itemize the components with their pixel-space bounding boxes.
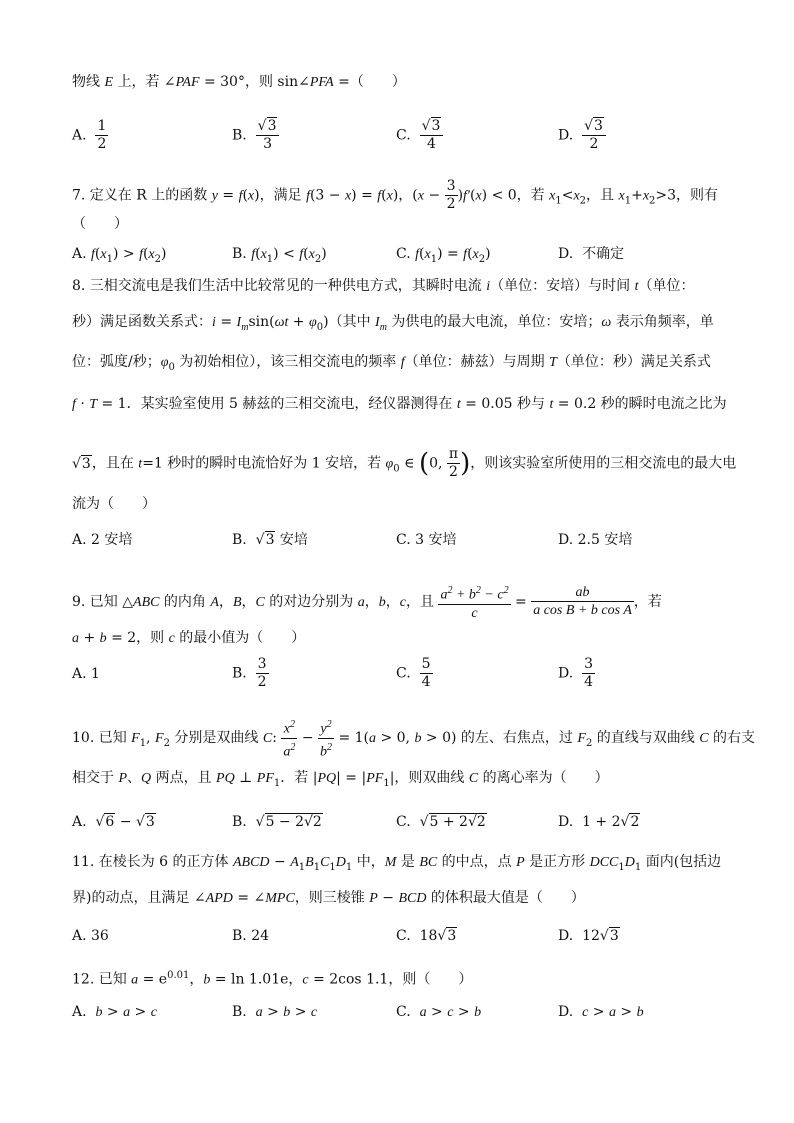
q9-option-c: C. $\frac{5}{4}$ [396, 656, 431, 690]
q12-line1: 12. 已知 $a = e^{0.01}$，b = ln 1.01e，c = 2cos 1.1，则（ ） [72, 970, 473, 988]
q6-stem: 物线 E 上，若 ∠PAF = 30°，则 sin∠PFA =（ ） [72, 74, 406, 90]
q6-option-d: D. $\frac{√3}{2}$ [558, 118, 606, 153]
q8-option-d: D. 2.5 安培 [558, 532, 633, 548]
q7-option-c: C. $f(x_1) = f(x_2)$ [396, 246, 491, 265]
q8-line6: 流为（ ） [72, 496, 156, 512]
q11-option-c: C. 18√3 [396, 928, 457, 944]
q11-line1: 11. 在棱长为 6 的正方体 ABCD − $A_1B_1C_1D_1$ 中，M 是 BC 的中点，点 P 是正方形 $DCC_1D_1$ 面内(包括边 [72, 854, 722, 873]
q8-line3: 位：弧度/秒；$\varphi_0$ 为初始相位），该三相交流电的频率 f（单位：赫兹）与周期 T（单位：秒）满足关系式 [72, 354, 711, 373]
q9-option-a: A. 1 [72, 666, 100, 682]
q7-option-d: D. 不确定 [558, 246, 625, 262]
q11-option-d: D. 12√3 [558, 928, 619, 944]
q12-option-a: A. b > a > c [72, 1004, 157, 1020]
q10-line2: 相交于 P、Q 两点，且 PQ ⊥ $PF_1$．若 $|PQ| = |PF_1|$，则双曲线 C 的离心率为（ ） [72, 770, 609, 789]
q11-option-b: B. 24 [232, 928, 270, 944]
q12-option-b: B. a > b > c [232, 1004, 318, 1020]
q7-stem: 7. 定义在 R 上的函数 y = f(x)，满足 f(3 − x) = f(x)，(x − $\frac{3}{2}$ )f′(x) < 0，若 $x_1<x_2$，且 $x_1+x_2>3$，则有 [72, 178, 719, 212]
q10-option-d: D. 1 + 2√2 [558, 814, 640, 830]
q10-line1: 10. 已知 $F_1$, $F_2$ 分别是双曲线 C: $\frac{x^2}{a^2}$ − $\frac{y^2}{b^2}$ = 1(a > 0, b > 0) 的左、右焦点，过 $F_2$ 的直线与双曲线 C 的右支 [72, 716, 755, 760]
q7-option-b: B. $f(x_1) < f(x_2)$ [232, 246, 327, 265]
q9-line2: a + b = 2，则 c 的最小值为（ ） [72, 630, 306, 646]
q10-option-c: C. √5 + 2√2 [396, 814, 486, 830]
q9-option-d: D. $\frac{3}{4}$ [558, 656, 593, 690]
q12-option-d: D. c > a > b [558, 1004, 644, 1020]
q6-option-c: C. $\frac{√3}{4}$ [396, 118, 443, 153]
q7-stem-paren: （ ） [72, 216, 128, 232]
q8-line1: 8. 三相交流电是我们生活中比较常见的一种供电方式，其瞬时电流 i（单位：安培）与时间 t（单位： [72, 278, 695, 294]
q6-option-a: A. $\frac{1}{2}$ [72, 118, 107, 152]
q8-line5: √3，且在 t=1 秒时的瞬时电流恰好为 1 安培，若 $\varphi_0$ ∈ (0, $\frac{\pi}{2}$ )，则该实验室所使用的三相交流电的最大电 [72, 446, 737, 480]
q10-option-a: A. √6 − √3 [72, 814, 155, 830]
q8-option-b: B. √3 安培 [232, 532, 308, 548]
q8-line4: f · T = 1．某实验室使用 5 赫兹的三相交流电，经仪器测得在 t = 0.05 秒与 t = 0.2 秒的瞬时电流之比为 [72, 396, 727, 412]
q8-option-a: A. 2 安培 [72, 532, 133, 548]
q12-option-c: C. a > c > b [396, 1004, 482, 1020]
q8-option-c: C. 3 安培 [396, 532, 457, 548]
q6-option-b: B. $\frac{√3}{3}$ [232, 118, 279, 153]
q8-line2: 秒）满足函数关系式：$i = I_m\sin(\omega t + \varphi_0)$（其中 $I_m$ 为供电的最大电流，单位：安培；ω 表示角频率，单 [72, 314, 714, 333]
q9-option-b: B. $\frac{3}{2}$ [232, 656, 267, 690]
q9-line1: 9. 已知 △ABC 的内角 A，B，C 的对边分别为 a，b，c，且 $\frac{a^2 + b^2 - c^2}{c}$ = $\frac{ab}{\text{a cos B + b cos A}}$ ，若 [72, 582, 662, 622]
q10-option-b: B. √5 − 2√2 [232, 814, 322, 830]
q11-line2: 界)的动点，且满足 ∠APD = ∠MPC，则三棱锥 P − BCD 的体积最大值是（ ） [72, 890, 585, 906]
q11-option-a: A. 36 [72, 928, 109, 944]
q7-option-a: A. $f(x_1) > f(x_2)$ [72, 246, 167, 265]
